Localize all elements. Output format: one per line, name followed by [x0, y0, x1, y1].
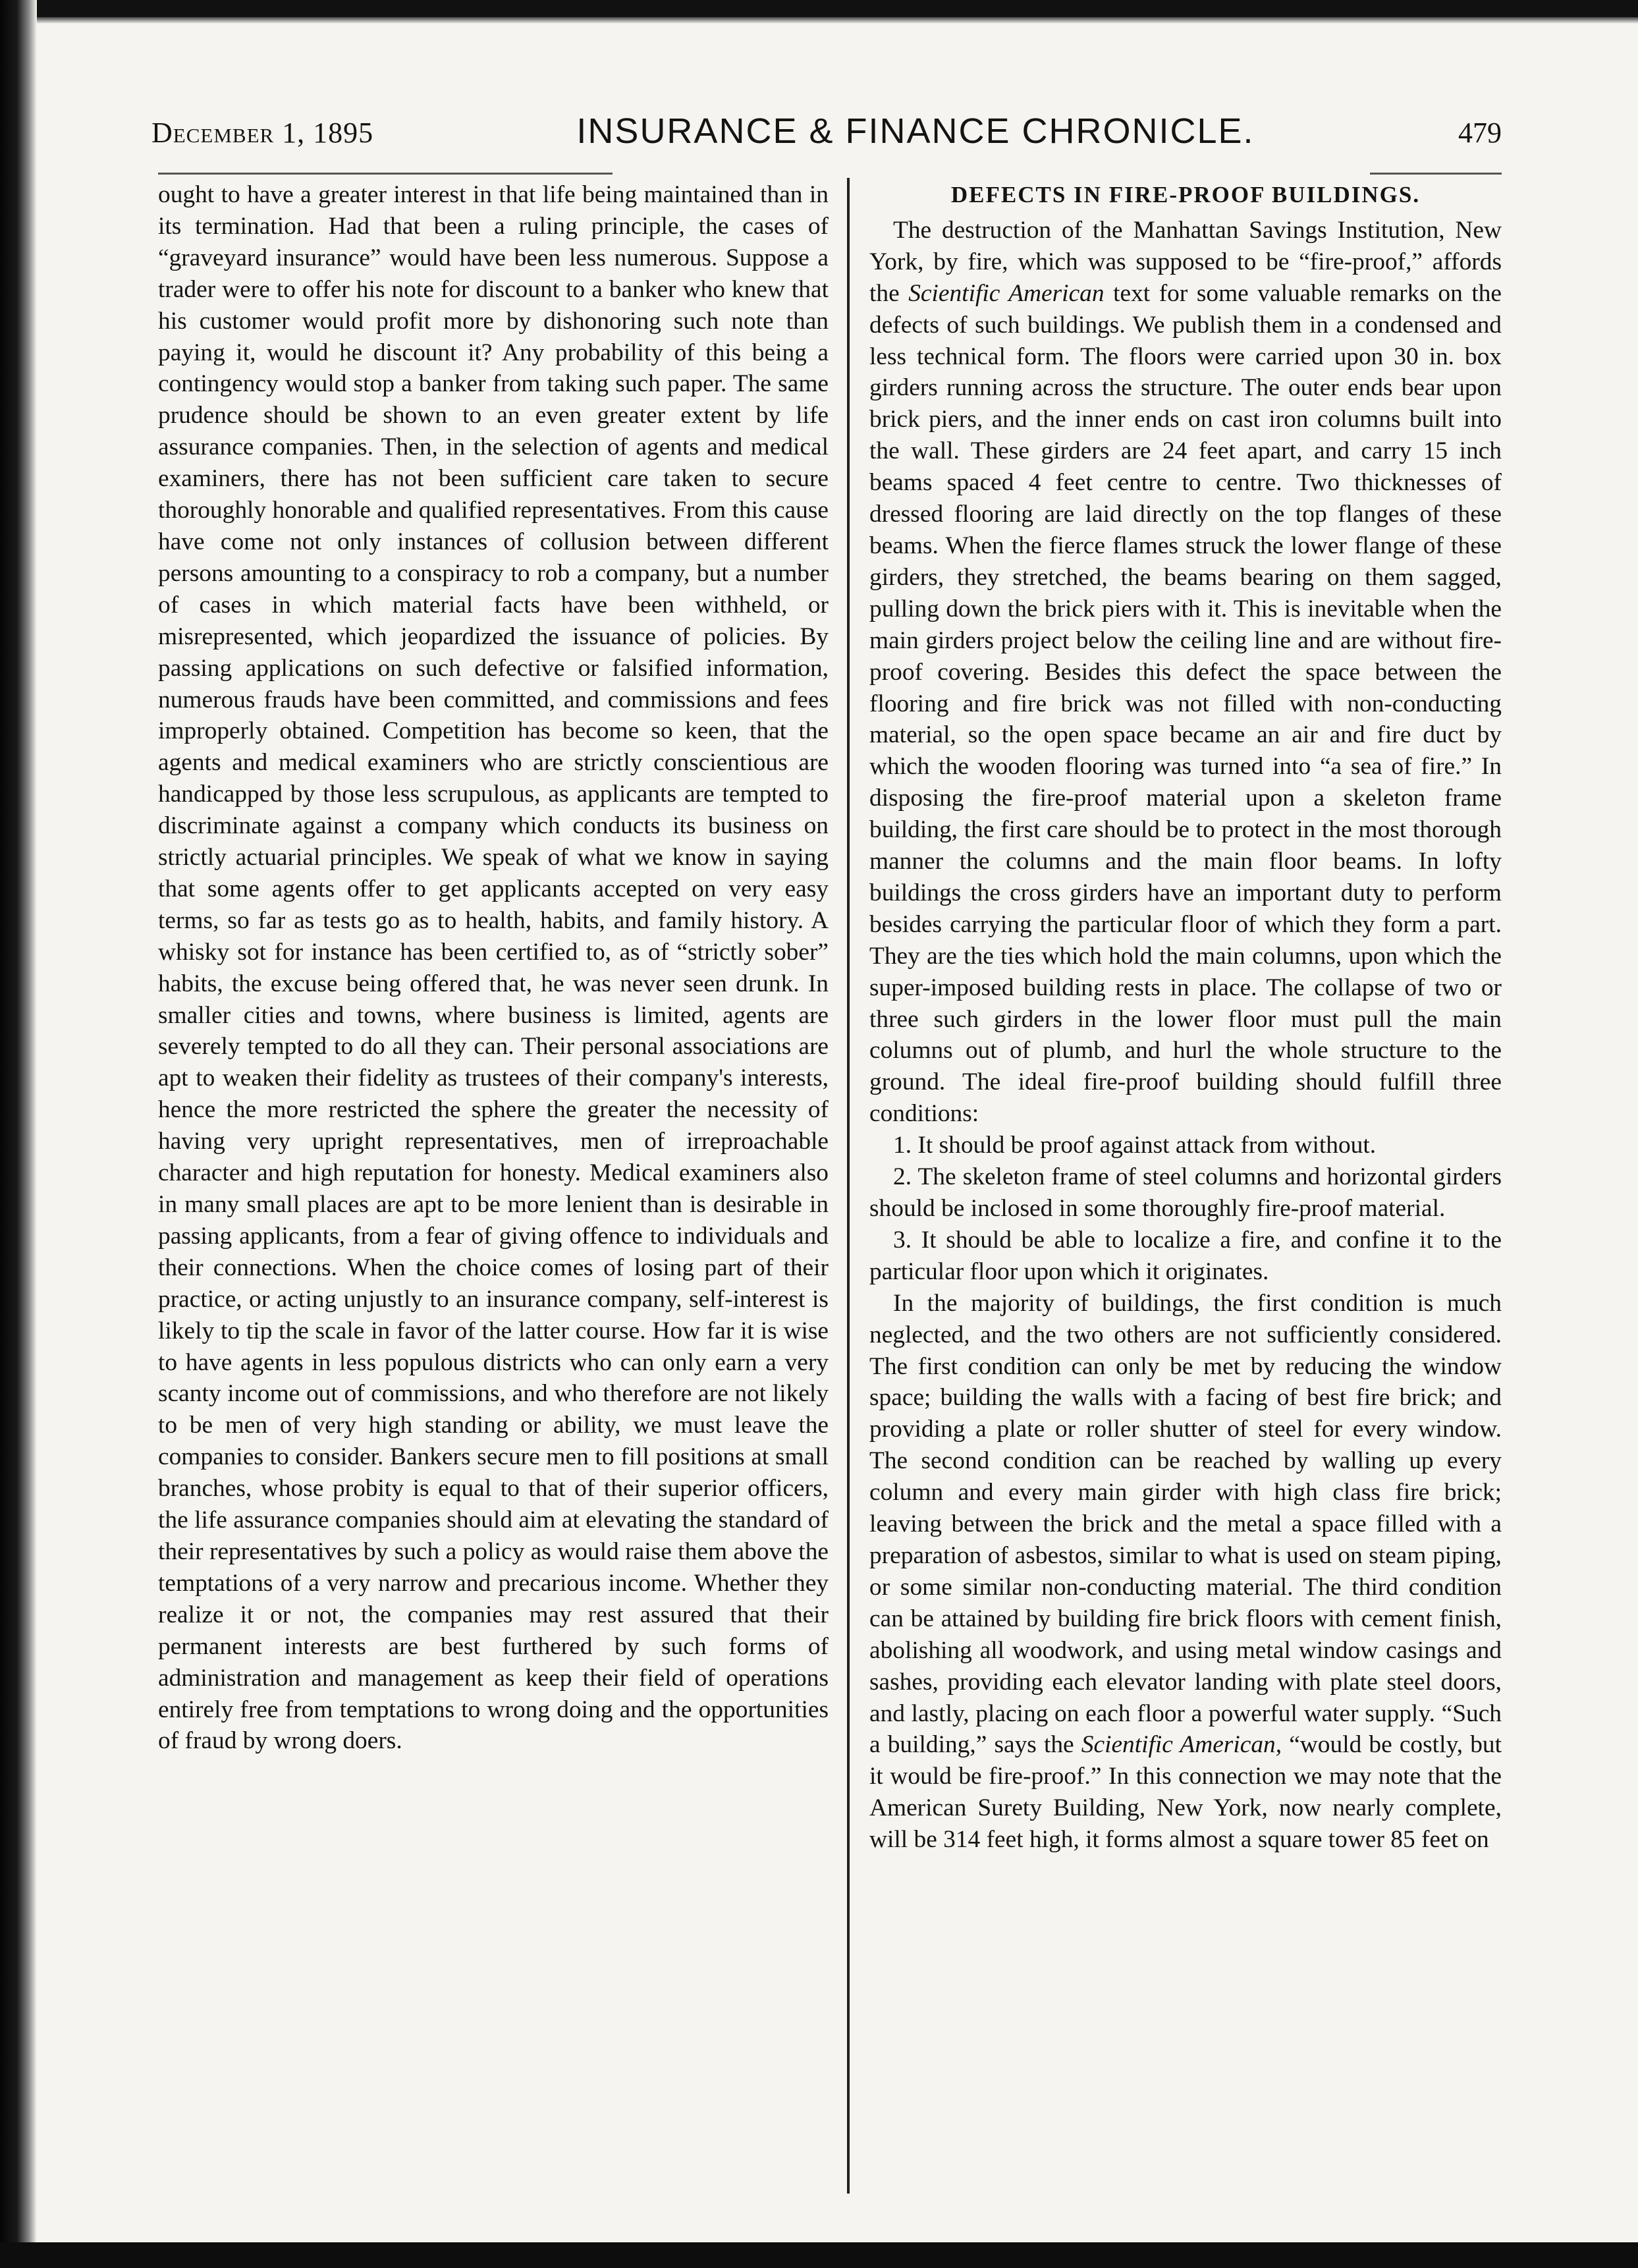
scan-edge-left: [0, 0, 37, 2268]
intro-publication-name: Scientific American: [908, 279, 1105, 307]
intro-text-start: The destruction of the Manhattan Savings Institution, New York, by fire, which was supposed to be “fire-proof,” affords the: [869, 216, 1502, 307]
condition-item-3: 3. It should be able to localize a fire, and confine it to the particular floor upon which it originates.: [869, 1226, 1502, 1285]
column-divider: [847, 178, 850, 2194]
condition-item-1: 1. It should be proof against attack from without.: [893, 1132, 1377, 1159]
left-column: [158, 179, 829, 2234]
issue-date: December 1, 1895: [151, 117, 374, 149]
condition-item-2: 2. The skeleton frame of steel columns and horizontal girders should be inclosed in some thoroughly fire-proof material.: [869, 1163, 1502, 1222]
scan-edge-bottom: [0, 2242, 1638, 2268]
intro-text-end: text for some valuable remarks on the defects of such buildings. We publish them in a condensed and less technical form. The floors were carried upon 30 in. box girders running across the structure. The outer ends bear upon brick piers, and the inner ends on cast iron columns built into the wall. These girders are 24 feet apart, and carry 15 inch beams spaced 4 feet centre to centre. Two thicknesses of dressed flooring are laid directly on the top flanges of these beams. When the fierce flames struck the lower flange of these girders, they stretched, the beams bearing on them sagged, pulling down the brick piers with it. This is inevitable when the main girders project below the ceiling line and are without fire-proof covering. Besides this defect the space between the flooring and fire brick was not filled with non-conducting material, so the open space became an air and fire duct by which the wooden flooring was turned into “a sea of fire.” In disposing the fire-proof material upon a skeleton frame building, the first care should be to protect in the most thorough manner the columns and the main floor beams. In lofty buildings the cross girders have an important duty to perform besides carrying the particular floor of which they form a part. They are the ties which hold the main columns, upon which the super-imposed building rests in place. The collapse of two or three such girders in the lower floor must pull the main columns out of plumb, and hurl the whole structure to the ground. The ideal fire-proof building should fulfill three conditions:: [869, 279, 1502, 1128]
page-number: 479: [1458, 117, 1502, 149]
masthead-title: INSURANCE & FINANCE CHRONICLE.: [576, 111, 1255, 151]
right-column: [869, 179, 1502, 2234]
article-title: DEFECTS IN FIRE-PROOF BUILDINGS.: [950, 182, 1421, 207]
closing-text-end: “would be costly, but it would be fire-proof.” In this connection we may note that the American Surety Building, New York, now nearly complete, will be 314 feet high, it forms almost a square tower 85 feet on: [869, 1731, 1502, 1854]
left-paragraph: ought to have a greater interest in that life being maintained than in its termination. Had that been a ruling principle, the cases of “graveyard insurance” would have been less numerous. Suppose a trader were to offer his note for discount to a banker who knew that his customer would profit more by dishonoring such note than paying it, would he discount it? Any probability of this being a contingency would stop a banker from taking such paper. The same prudence should be shown to an even greater extent by life assurance companies. Then, in the selection of agents and medical examiners, there has not been sufficient care taken to secure thoroughly honorable and qualified representatives. From this cause have come not only instances of collusion between different persons amounting to a conspiracy to rob a company, but a number of cases in which material facts have been withheld, or misrepresented, which jeopardized the issuance of policies. By passing applications on such defective or falsified information, numerous frauds have been committed, and commissions and fees improperly obtained. Competition has become so keen, that the agents and medical examiners who are strictly conscientious are handicapped by those less scrupulous, as applicants are tempted to discriminate against a company which conducts its business on strictly actuarial principles. We speak of what we know in saying that some agents offer to get applicants accepted on very easy terms, so far as tests go as to health, habits, and family history. A whisky sot for instance has been certified to, as of “strictly sober” habits, the excuse being offered that, he was never seen drunk. In smaller cities and towns, where business is limited, agents are severely tempted to do all they can. Their personal associations are apt to weaken their fidelity as trustees of their company's interests, hence the more restricted the sphere the greater the necessity of having very upright representatives, men of irreproachable character and high reputation for honesty. Medical examiners also in many small places are apt to be more lenient than is desirable in passing applicants, from a fear of giving offence to individuals and their connections. When the choice comes of losing part of their practice, or acting unjustly to an insurance company, self-interest is likely to tip the scale in favor of the latter course. How far it is wise to have agents in less populous districts who can only earn a very scanty income out of commissions, and who therefore are not likely to be men of very high standing or ability, we must leave the companies to consider. Bankers secure men to fill positions at small branches, whose probity is equal to that of their superior officers, the life assurance companies should aim at elevating the standard of their representatives by such a policy as would raise them above the temptations of a very narrow and precarious income. Whether they realize it or not, the companies may rest assured that their permanent interests are best furthered by such forms of administration and management as keep their field of operations entirely free from temptations to wrong doing and the opportunities of fraud by wrong doers.: [158, 181, 829, 1755]
closing-text-start: In the majority of buildings, the first condition is much neglected, and the two others are not sufficiently considered. The first condition can only be met by reducing the window space; building the walls with a facing of best fire brick; and providing a plate or roller shutter of steel for every window. The second condition can be reached by walling up every column and every main girder with high class fire brick; leaving between the brick and the metal a space filled with a preparation of asbestos, similar to what is used on steam piping, or some similar non-conducting material. The third condition can be attained by building fire brick floors with cement finish, abolishing all woodwork, and using metal window casings and sashes, providing each elevator landing with plate steel doors, and lastly, placing on each floor a powerful water supply. “Such a building,” says the: [869, 1289, 1502, 1759]
closing-publication-name: Scientific American,: [1081, 1731, 1282, 1759]
header-rule-left: [158, 173, 613, 175]
article-closing-paragraph: [869, 1288, 1502, 1856]
page-header: [151, 111, 1502, 162]
scan-shadow-top: [0, 17, 1638, 24]
article-intro-paragraph: [869, 215, 1502, 1130]
header-rule-right: [1370, 173, 1502, 175]
scan-edge-top: [0, 0, 1638, 17]
